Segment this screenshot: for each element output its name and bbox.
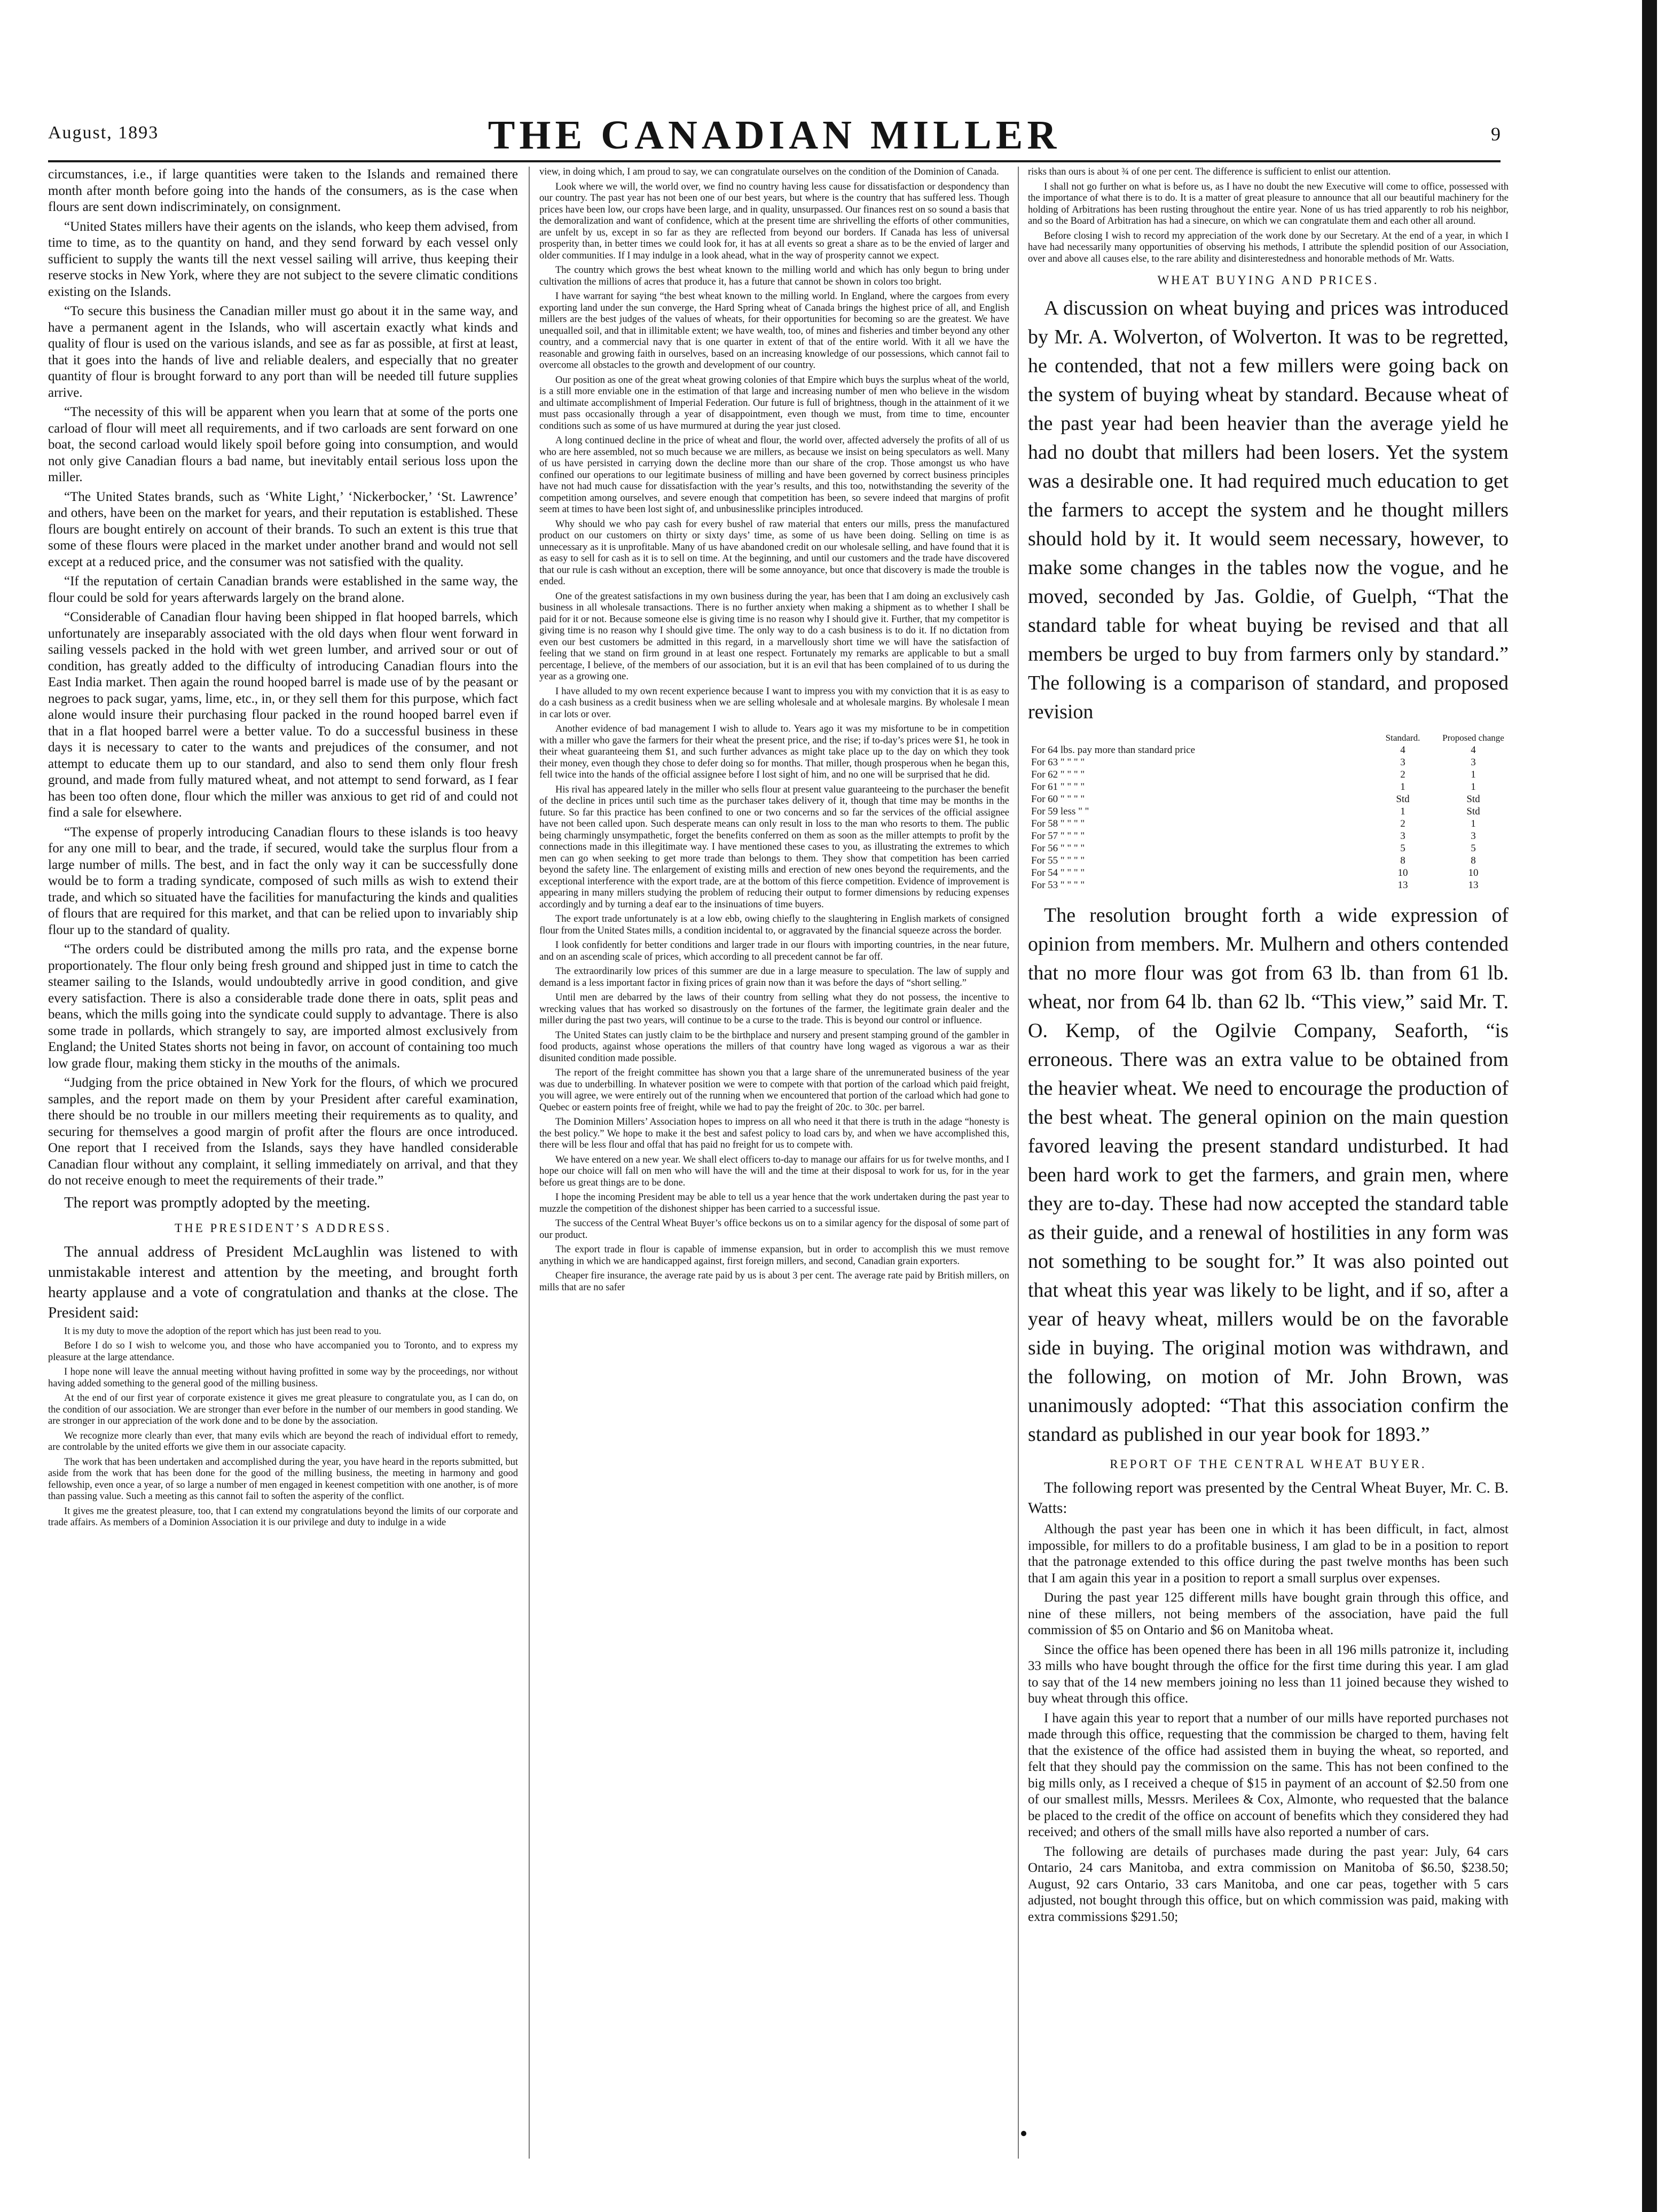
paragraph: The country which grows the best wheat known to the milling world and which has only begun to bring under cultivation the millions of acres that produce it, has a future that cannot be shown in colors too bright. (539, 265, 1009, 287)
table-cell-label: For 63 " " " " (1031, 757, 1085, 768)
table-cell-label: For 56 " " " " (1031, 843, 1085, 854)
paragraph: The report was promptly adopted by the meeting. (64, 1194, 371, 1211)
paragraph: “Considerable of Canadian flour having been shipped in flat hooped barrels, which unfortunately are inseparably associated with the old days when flour went forward in sailing vessels packed in the hold with wet green lumber, and arrived sour or out of condition, has greatly added to the difficulty of introducing Canadian flours into the East India market. Then again the round hooped barrel is made use of by the peasant or negroes to pack sugar, yams, lime, etc., in, or they sell them for this purpose, which fact alone would insure their purchasing flour packed in the round hooped barrel even if that in a flat hooped barrel were a better value. To do a successful business in these days it is necessary to cater to the wants and prejudices of the consumer, and not attempt to educate them up to our standard, and also to send them only flour fresh ground, and made from fully matured wheat, and not attempt to send forward, as I fear has been too often done, flour which the miller was anxious to get rid of and could not find a sale for elsewhere. (48, 610, 518, 820)
table-cell-standard: 2 (1400, 769, 1405, 780)
masthead (48, 111, 1501, 159)
paragraph: The resolution brought forth a wide expression of opinion from members. Mr. Mulhern and others contended that no more flour was got from 63 lb. than from 61 lb. wheat, nor from 64 lb. than 62 lb. “This view,” said Mr. T. O. Kemp, of the Ogilvie Company, Seaforth, “is erroneous. There was an extra value to be obtained from the heavier wheat. We need to encourage the production of the best wheat. The general opinion on the main question favored leaving the present standard undisturbed. It had been hard work to get the farmers, and grain men, where they are to-day. These had now accepted the standard table as their guide, and a renewal of hostilities in any form was not something to be sought for.” It was also pointed out that wheat this year was likely to be light, and if so, after a year of heavy wheat, millers would be on the favorable side in buying. The original motion was withdrawn, and the following, on motion of Mr. John Brown, was unanimously adopted: “That this association confirm the standard as published in our year book for 1893.” (1028, 904, 1509, 1446)
paragraph: view, in doing which, I am proud to say, we can congratulate ourselves on the condition of the Dominion of Canada. (539, 167, 999, 177)
table-cell-proposed: 1 (1471, 818, 1476, 829)
paragraph: I hope the incoming President may be able to tell us a year hence that the work undertaken during the past year to muzzle the competition of the dishonest shipper has been carried to a successful issue. (539, 1192, 1009, 1214)
paragraph: The United States can justly claim to be the birthplace and nursery and present stamping ground of the gambler in food products, against whose operations the millers of that country have long waged as vigorous a war as their disunited condition made possible. (539, 1030, 1009, 1064)
table-cell-standard: 1 (1400, 781, 1405, 793)
table-cell-proposed: 3 (1471, 757, 1476, 768)
table-cell-label: For 58 " " " " (1031, 818, 1085, 829)
table-cell-standard: 8 (1400, 855, 1405, 866)
column-divider (1018, 167, 1019, 2159)
table-header-row (1028, 732, 1509, 744)
table-cell-proposed: 8 (1471, 855, 1476, 866)
table-cell-label: For 64 lbs. pay more than standard price (1031, 744, 1196, 756)
masthead-rule (48, 160, 1501, 162)
column-3 (1028, 167, 1509, 2159)
paragraph: The export trade unfortunately is at a low ebb, owing chiefly to the slaughtering in English markets of consigned flour from the United States mills, a condition incidental to, or aggravated by the financial squeeze across the border. (539, 914, 1009, 936)
table-cell-label: For 62 " " " " (1031, 769, 1085, 780)
paragraph: “The expense of properly introducing Canadian flours to these islands is too heavy for any one mill to bear, and the trade, if secured, would take the surplus flour from a large number of mills. The best, and in fact the only way it can be successfully done would be to form a trading syndicate, composed of such mills as wish to extend their trade, and which so situated have the facilities for manufacturing the kinds and qualities of flours that are required for this market, and that can be relied upon to invariably ship flour up to the standard of quality. (48, 825, 518, 937)
paragraph: Although the past year has been one in which it has been difficult, in fact, almost impossible, for millers to do a profitable business, I am glad to be in a position to report that the patronage extended to this office during the past twelve months has been such that I am again this year in a position to report a small surplus over expenses. (1028, 1522, 1509, 1586)
table-row (1028, 744, 1509, 756)
table-row (1028, 818, 1509, 830)
paragraph: One of the greatest satisfactions in my own business during the year, has been that I am doing an exclusively cash business in all wholesale transactions. There is no further anxiety when making a shipment as to whether I shall be paid for it or not. Because someone else is giving time is no reason why I should give it. Further, that my competitor is giving time is no reason why I should give time. The only way to do a cash business is to do it. If no dictation from even our best customers be admitted in this regard, in a marvellously short time we will have the satisfaction of feeling that we stand on firm ground in at least one respect. Fortunately my remarks are applicable to but a small percentage, I believe, of the members of our association, but it is an evil that has been complained of to us during the year as a growing one. (539, 591, 1009, 682)
paragraph: circumstances, i.e., if large quantities were taken to the Islands and remained there month after month before going into the hands of the consumers, as is the case when flours are sent down indiscriminately, on consignment. (48, 167, 518, 214)
paragraph: The annual address of President McLaughlin was listened to with unmistakable interest and attention by the meeting, and brought forth hearty applause and a vote of congratulation and thanks at the close. The President said: (48, 1243, 518, 1321)
table-cell-label: For 57 " " " " (1031, 830, 1085, 842)
table-cell-standard: 4 (1400, 744, 1405, 756)
paragraph: risks than ours is about ¾ of one per cent. The difference is sufficient to enlist our attention. (1028, 167, 1391, 177)
paragraph: The report of the freight committee has shown you that a large share of the unremunerated business of the year was due to underbilling. In whatever position we were to compete with that portion of the carload which paid freight, you will agree, we were entirely out of the running when we encountered that portion of the carload which had gone to Quebec or eastern points free of freight, while we had to pay the freight of 20c. to 30c. per barrel. (539, 1068, 1009, 1113)
paragraph: We recognize more clearly than ever, that many evils which are beyond the reach of individual effort to remedy, are controlable by the united efforts we give them in our associate capacity. (48, 1430, 518, 1453)
paragraph: “United States millers have their agents on the islands, who keep them advised, from time to time, as to the quantity on hand, and they send forward by each vessel only sufficient to supply the wants till the next vessel sailing will arrive, thus keeping their reserve stocks in New York, where they are not subject to the severe climatic conditions existing on the Islands. (48, 219, 518, 299)
table-cell-proposed: 5 (1471, 843, 1476, 854)
paragraph: I have alluded to my own recent experience because I want to impress you with my conviction that it is as easy to do a cash business as a credit business when we are selling wholesale and at wholesale margins. By wholesale I mean in car lots or over. (539, 686, 1009, 720)
table-row (1028, 781, 1509, 793)
table-row (1028, 805, 1509, 818)
section-heading: WHEAT BUYING AND PRICES. (1157, 273, 1379, 287)
paragraph: Our position as one of the great wheat growing colonies of that Empire which buys the surplus wheat of the world, is a still more enviable one in the estimation of that large and increasing number of men who believe in the wisdom and ultimate accomplishment of Imperial Federation. Our future is full of brightness, though in the attainment of it we must pass occasionally through a year of disappointment, even though we must, from time to time, encounter conditions such as some of us have murmured at during the year just closed. (539, 374, 1009, 432)
table-cell-label: For 60 " " " " (1031, 794, 1085, 805)
paragraph: “Judging from the price obtained in New York for the flours, of which we procured samples, and the report made on them by your President after careful examination, there should be no trouble in our millers meeting their requirements as to quality, and securing for themselves a good margin of profit after the flours are once introduced. One report that I received from the Islands, says they have handled considerable Canadian flour without any complaint, it selling immediately on arrival, and that they do not receive enough to meet the requirements of their trade.” (48, 1076, 518, 1188)
paragraph: It is my duty to move the adoption of the report which has just been read to you. (64, 1325, 381, 1337)
paragraph: Until men are debarred by the laws of their country from selling what they do not possess, the incentive to wrecking values that has worked so disastrously on the fortunes of the farmer, the legitimate grain dealer and the miller during the past two years, will continue to be a curse to the trade. This is beyond our control or influence. (539, 992, 1009, 1026)
paragraph: His rival has appeared lately in the miller who sells flour at present value guaranteeing to the purchaser the benefit of the decline in prices until such time as the purchaser takes delivery of it, though that time may be months in the future. So far this practice has been confined to one or two concerns and so far the services of the official assignee have not been called upon. Such desperate means can only result in loss to the man who resorts to them. The public being charmingly unsympathetic, forget the benefits conferred on them as soon as the miller attempts to profit by the connections made in this illegitimate way. I have mentioned these cases to you, as illustrating the extremes to which men can go when seeking to get more trade than belongs to them. They show that competition has been carried beyond the safety line. The enlargement of existing mills and erection of new ones beyond the requirements, and the exceptional interference with the export trade, are at the bottom of this fierce competition. Evidence of improvement is appearing in many millers studying the problem of reducing their output to former dimensions by reducing expenses accordingly and by turning a deaf ear to the insinuations of time buyers. (539, 784, 1009, 910)
paragraph: Since the office has been opened there has been in all 196 mills patronize it, including 33 mills who have bought through the office for the first time during this year. I am glad to say that of the 14 new members joining no less than 11 joined because they wished to buy wheat through this office. (1028, 1642, 1509, 1706)
table-row (1028, 768, 1509, 781)
paragraph: At the end of our first year of corporate existence it gives me great pleasure to congratulate you, as I can do, on the condition of our association. We are stronger than ever before in the number of our members in good standing. We are stronger in our appreciation of the work done and to be done by the association. (48, 1393, 518, 1426)
table-row (1028, 854, 1509, 867)
paragraph: Look where we will, the world over, we find no country having less cause for dissatisfaction or despondency than our country. The past year has not been one of our best years, but where is the country that has suffered less. Though prices have been low, our crops have been large, and in quality, unsurpassed. Our finances rest on so sound a basis that the demoralization and want of confidence, which at the present time are shrivelling the efforts of other communities, are unfelt by us, except in so far as they are reflected from beyond our borders. If Canada has less of universal prosperity than, in better times we could look for, it has at all events so great a share as to be the envied of larger and older communities. If I may indulge in a look ahead, what in the way of prosperity cannot we expect. (539, 181, 1009, 261)
paragraph: “If the reputation of certain Canadian brands were established in the same way, the flour could be sold for years afterwards largely on the brand alone. (48, 574, 518, 605)
table-cell-standard: 2 (1400, 818, 1405, 829)
section-heading: THE PRESIDENT’S ADDRESS. (175, 1221, 391, 1235)
paragraph: The extraordinarily low prices of this summer are due in a large measure to speculation. The law of supply and demand is a less important factor in fixing prices of grain now than it was before the days of “short selling.” (539, 966, 1009, 989)
table-cell-standard: 10 (1397, 867, 1408, 878)
table-cell-proposed: Std (1466, 794, 1480, 805)
paragraph: I have again this year to report that a number of our mills have reported purchases not made through this office, requesting that the commission be charged to them, having felt that the existence of the office had assisted them in buying the wheat, so reported, and felt that they should pay the commission on the same. This has not been confined to the big mills only, as I received a cheque of $15 in payment of an account of $2.50 from one of our smallest mills, Messrs. Merilees & Cox, Almonte, who requested that the balance be placed to the credit of the office on account of benefits which they considered they had received; and others of the small mills have also reported a number of cars. (1028, 1711, 1509, 1839)
page-number: 9 (1491, 123, 1501, 145)
paragraph: The following are details of purchases made during the past year: July, 64 cars Ontario, 24 cars Manitoba, and extra commission on Manitoba of $6.50, $238.50; August, 92 cars Ontario, 33 cars Manitoba, and one car peas, together with 5 cars adjusted, not bought through this office, but on which commission was paid, making with extra commissions $291.50; (1028, 1844, 1509, 1924)
section-heading: REPORT OF THE CENTRAL WHEAT BUYER. (1110, 1457, 1427, 1471)
paragraph: A discussion on wheat buying and prices was introduced by Mr. A. Wolverton, of Wolverton. It was to be regretted, he contended, that not a few millers were going back on the system of buying wheat by standard. Because wheat of the past year had been heavier than the average yield he had no doubt that millers had been losers. Yet the system was a desirable one. It had required much education to get the farmers to accept the system and he thought millers should hold by it. It would seem necessary, however, to make some changes in the tables now the vogue, and he moved, seconded by Jas. Goldie, of Guelph, “That the standard table for wheat buying be revised and that all members be urged to buy from farmers only by standard.” The following is a comparison of standard, and proposed revision (1028, 297, 1509, 723)
table-cell-label: For 54 " " " " (1031, 867, 1085, 878)
table-cell-proposed: 10 (1468, 867, 1479, 878)
table-cell-label: For 53 " " " " (1031, 880, 1085, 891)
table-cell-proposed: 4 (1471, 744, 1476, 756)
paragraph: The success of the Central Wheat Buyer’s office beckons us on to a similar agency for the disposal of some part of our product. (539, 1218, 1009, 1241)
table-row (1028, 756, 1509, 768)
table-cell-standard: 3 (1400, 757, 1405, 768)
table-cell-standard: 13 (1397, 880, 1408, 891)
paragraph: I hope none will leave the annual meeting without having profitted in some way by the proceedings, nor without having added something to the general good of the milling business. (48, 1367, 518, 1389)
scan-edge-strip (1642, 0, 1657, 2212)
column-2 (539, 167, 1009, 2159)
paragraph: Before I do so I wish to welcome you, and those who have accompanied you to Toronto, and to express my pleasure at the large attendance. (48, 1340, 518, 1363)
table-cell-standard: 3 (1400, 830, 1405, 842)
table-header-standard: Standard. (1385, 733, 1420, 743)
paragraph: The following report was presented by the Central Wheat Buyer, Mr. C. B. Watts: (1028, 1479, 1509, 1517)
paragraph: Cheaper fire insurance, the average rate paid by us is about 3 per cent. The average rate paid by British millers, on mills that are no safer (539, 1270, 1009, 1293)
table-cell-proposed: 1 (1471, 769, 1476, 780)
paragraph: Before closing I wish to record my appreciation of the work done by our Secretary. At the end of a year, in which I have had necessarily many opportunities of observing his methods, I attribute the splendid position of our Association, over and above all causes else, to the rare ability and disinterestedness and honorable methods of Mr. Watts. (1028, 230, 1509, 264)
table-cell-standard: 1 (1400, 806, 1405, 817)
table-header-proposed: Proposed change (1442, 733, 1504, 743)
standard-comparison-table (1028, 732, 1509, 891)
printer-mark-dot (1021, 2131, 1026, 2136)
paragraph: The export trade in flour is capable of immense expansion, but in order to accomplish this we must remove anything in which we are handicapped against, first foreign millers, and second, Canadian grain exporters. (539, 1244, 1009, 1267)
paragraph: “The necessity of this will be apparent when you learn that at some of the ports one carload of flour will meet all requirements, and if two carloads are sent forward on one boat, the second carload would likely spoil before going into consumption, and would not only give Canadian flours a bad name, but inevitably entail serious loss upon the miller. (48, 405, 518, 484)
paragraph: It gives me the greatest pleasure, too, that I can extend my congratulations beyond the limits of our corporate and trade affairs. As members of a Dominion Association it is our privilege and duty to indulge in a wide (48, 1505, 518, 1528)
paragraph: I have warrant for saying “the best wheat known to the milling world. In England, where the cargoes from every exporting land under the sun converge, the Hard Spring wheat of Canada brings the highest price of all, and English millers are the best judges of the values of wheats, for their opportunities for becoming so are the greatest. We have unequalled soil, and that in illimitable extent; we have wealth, too, of mines and fisheries and timber beyond any other country, and a commercial navy that is one quarter in extent of that of the entire world. With it all we have the reasonable and growing faith in ourselves, based on an increasing knowledge of our possessions, which cannot fail to overcome all obstacles to the growth and development of our country. (539, 291, 1009, 371)
table-cell-standard: 5 (1400, 843, 1405, 854)
table-row (1028, 793, 1509, 805)
table-row (1028, 830, 1509, 842)
paragraph: I shall not go further on what is before us, as I have no doubt the new Executive will come to office, possessed with the importance of what there is to do. It is a matter of great pleasure to announce that all our beautiful machinery for the holding of Arbitrations has been rusting throughout the entire year. None of us has tried apparently to rob his neighbor, and so the Board of Arbitration has had a sinecure, on which we can congratulate them and each other all around. (1028, 181, 1509, 226)
paragraph: The Dominion Millers’ Association hopes to impress on all who need it that there is truth in the adage “honesty is the best policy.” We hope to make it the best and safest policy to load cars by, and when we have accomplished this, there will be less flour and offal that has paid no freight for us to compete with. (539, 1117, 1009, 1150)
column-divider (529, 167, 530, 2159)
table-cell-label: For 61 " " " " (1031, 781, 1085, 793)
paragraph: We have entered on a new year. We shall elect officers to-day to manage our affairs for us for twelve months, and I hope our choice will fall on men who will have the will and the time at their disposal to work for us, for in the year before us great things are to be done. (539, 1154, 1009, 1188)
paragraph: Why should we who pay cash for every bushel of raw material that enters our mills, press the manufactured product on our customers on thirty or sixty days’ time, as some of us have been doing. Selling on time is as unnecessary as it is unprofitable. Many of us have abandoned credit on our wholesale selling, and have found that it is as easy to sell for cash as it is to sell on time. At the beginning, and until our customers and the trade have discovered that our rule is cash without an exception, there will be some annoyance, but once that discovery is made the trouble is ended. (539, 519, 1009, 587)
paragraph: A long continued decline in the price of wheat and flour, the world over, affected adversely the profits of all of us who are here assembled, not so much because we are millers, as because we insist on being speculators as well. Many of us have persisted in carrying down the decline more than our share of the crop. Those amongst us who have confined our operations to our legitimate business of milling and have been governed by correct business principles have not had much cause for dissatisfaction with the year’s results, and this too, notwithstanding the severity of the competition among ourselves, and severe enough that competition has been, so severe indeed that margins of profit seem at times to have been lost sight of, and unbusinesslike principles introduced. (539, 435, 1009, 515)
table-cell-proposed: 3 (1471, 830, 1476, 842)
table-row (1028, 879, 1509, 891)
paragraph: Another evidence of bad management I wish to allude to. Years ago it was my misfortune to be in competition with a miller who gave the farmers for their wheat the present price, and the rise; if to-day’s prices were $1, he took in their wheat guaranteeing them $1, and such further advances as might take place up to the day on which they took their money, even though they chose to defer doing so for months. That miller, though prosperous when he began this, fell twice into the hands of the official assignee before I lost sight of him, and no one will be surprised that he did. (539, 724, 1009, 780)
paragraph: “The orders could be distributed among the mills pro rata, and the expense borne proportionately. The flour only being fresh ground and shipped just in time to catch the steamer sailing to the Islands, would undoubtedly arrive in good condition, and give every satisfaction. There is also a considerable trade done there in oats, split peas and beans, which the mills going into the syndicate could supply to advantage. There is also some trade in pollards, which strangely to say, are imported almost exclusively from England; the United States shorts not being in favor, on account of containing too much low grade flour, making them sticky in the mouths of the animals. (48, 942, 518, 1071)
paragraph: I look confidently for better conditions and larger trade in our flours with importing countries, in the near future, and on an ascending scale of prices, which according to all precedent cannot be far off. (539, 940, 1009, 962)
table-row (1028, 867, 1509, 879)
column-1 (48, 167, 518, 2159)
table-cell-standard: Std (1396, 794, 1410, 805)
table-header-label (1028, 732, 1368, 744)
table-cell-proposed: 13 (1468, 880, 1479, 891)
paragraph: “The United States brands, such as ‘White Light,’ ‘Nickerbocker,’ ‘St. Lawrence’ and others, have been on the market for years, and their reputation is established. These flours are bought entirely on account of their brands. To such an extent is this true that some of these flours were placed in the market under another brand and would not sell except at a reduced price, and the consumer was not satisfied with the quality. (48, 489, 518, 569)
table-cell-label: For 59 less " " (1031, 806, 1089, 817)
paragraph: The work that has been undertaken and accomplished during the year, you have heard in the reports submitted, but aside from the work that has been done for the good of the milling business, the meeting in harmony and good fellowship, even once a year, of so large a number of men engaged in keenest competition with one another, is of more than passing value. Such a meeting as this cannot fail to soften the asperity of the conflict. (48, 1456, 518, 1502)
paragraph: During the past year 125 different mills have bought grain through this office, and nine of these millers, not being members of the association, have paid the full commission of $5 on Ontario and $6 on Manitoba wheat. (1028, 1590, 1509, 1637)
newspaper-title: THE CANADIAN MILLER (488, 113, 1061, 158)
table-row (1028, 842, 1509, 854)
paragraph: “To secure this business the Canadian miller must go about it in the same way, and have a permanent agent in the Islands, who will ascertain exactly what kinds and quality of flour is used on the various islands, and see as far as possible, at first at least, that it goes into the hands of live and reliable dealers, and especially that no greater quantity of flour is brought forward to any port than will be needed till future supplies arrive. (48, 304, 518, 400)
table-cell-proposed: Std (1466, 806, 1480, 817)
issue-date: August, 1893 (48, 123, 159, 143)
table-cell-proposed: 1 (1471, 781, 1476, 793)
table-cell-label: For 55 " " " " (1031, 855, 1085, 866)
